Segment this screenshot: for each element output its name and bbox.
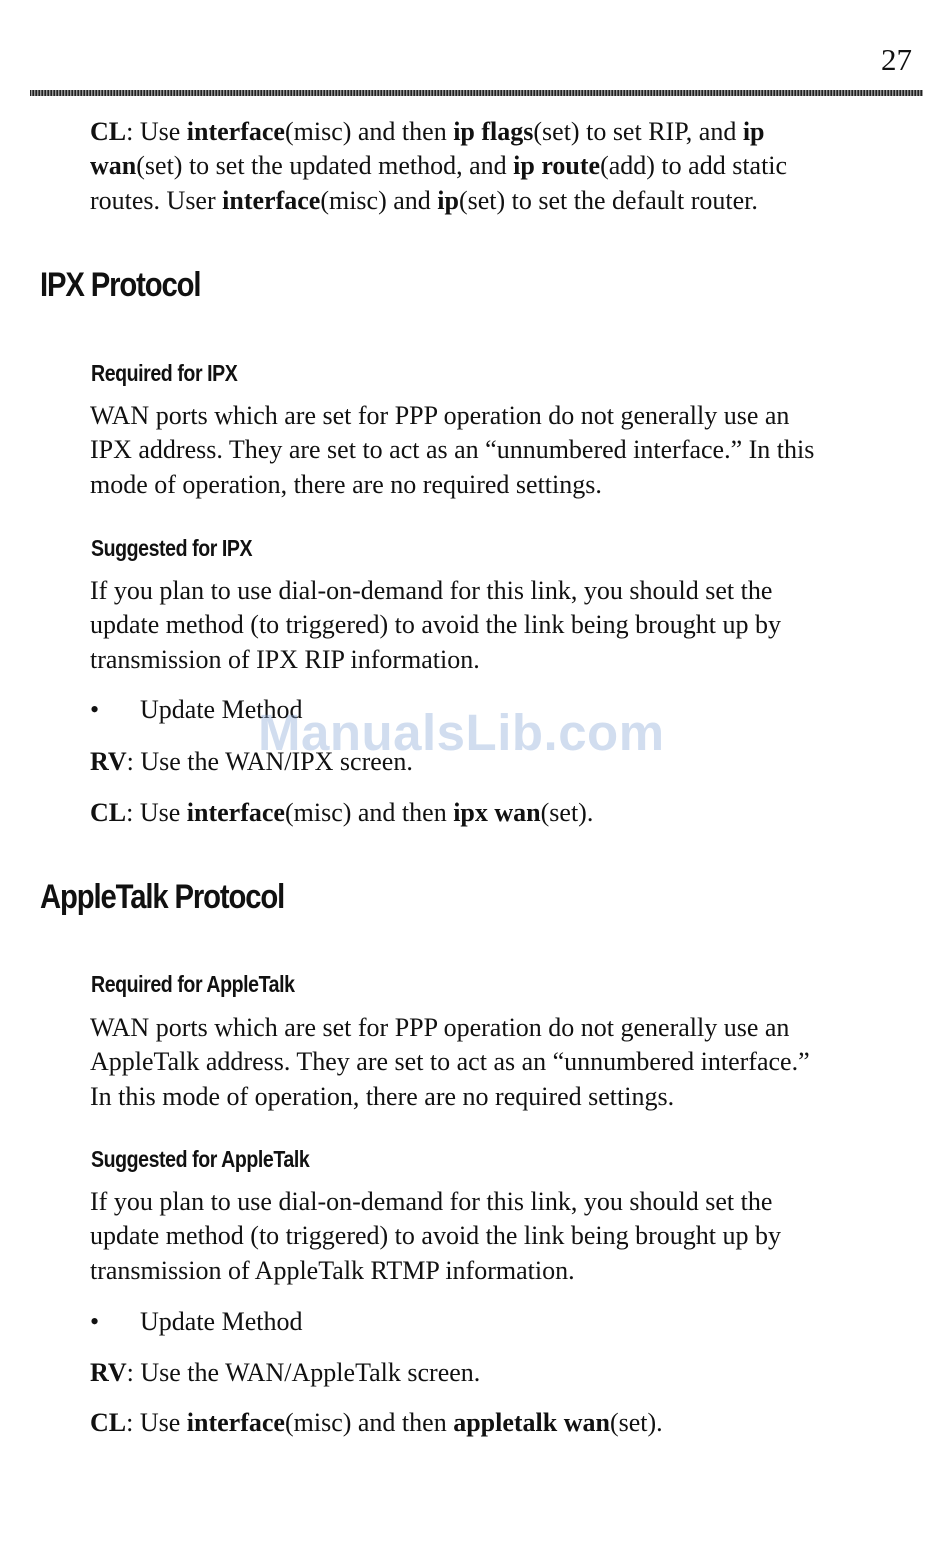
watermark: ManualsLib.com xyxy=(258,704,665,761)
appletalk-suggested-paragraph: If you plan to use dial-on-demand for this link, you should set the update method (to triggered) to avoid the link being brought up by transmission of AppleTalk RTMP information. xyxy=(90,1187,782,1285)
intro-cl-line-3: routes. User interface(misc) and ip(set) to set the default router. xyxy=(90,185,758,215)
intro-cl-paragraph xyxy=(90,115,902,218)
intro-cl-line-1: CL: Use interface(misc) and then ip flags(set) to set RIP, and ip xyxy=(90,117,765,146)
ipx-suggested-paragraph: If you plan to use dial-on-demand for this link, you should set the update method (to triggered) to avoid the link being brought up by transmission of IPX RIP information. xyxy=(90,576,782,674)
appletalk-section-heading: AppleTalk Protocol xyxy=(40,878,285,916)
appletalk-cl-line: CL: Use interface(misc) and then appletalk wan(set). xyxy=(90,1408,663,1437)
page-number: 27 xyxy=(881,42,912,77)
ipx-suggested-heading: Suggested for IPX xyxy=(91,535,253,561)
ipx-cl-line: CL: Use interface(misc) and then ipx wan(set). xyxy=(90,798,594,827)
ipx-required-heading: Required for IPX xyxy=(91,360,238,386)
appletalk-suggested-heading: Suggested for AppleTalk xyxy=(91,1146,310,1172)
cl-label: CL xyxy=(90,117,127,146)
ipx-required-paragraph: WAN ports which are set for PPP operation do not generally use an IPX address. They are set to act as an “unnumbered interface.” In this mode of operation, there are no required settings. xyxy=(90,401,815,499)
header-rule xyxy=(30,90,923,96)
bullet-dot: • xyxy=(90,695,100,724)
intro-cl-line-2: wan(set) to set the updated method, and ip route(add) to add static xyxy=(90,151,788,181)
appletalk-rv-line: RV: Use the WAN/AppleTalk screen. xyxy=(90,1358,481,1387)
appletalk-bullet-item: • Update Method xyxy=(90,1305,302,1339)
appletalk-required-heading: Required for AppleTalk xyxy=(91,971,295,997)
ipx-section-heading: IPX Protocol xyxy=(40,266,201,304)
bullet-dot: • xyxy=(90,1307,100,1336)
ipx-bullet-item: • Update Method xyxy=(90,693,302,727)
ipx-rv-line: RV: Use the WAN/IPX screen. xyxy=(90,747,413,776)
appletalk-required-paragraph: WAN ports which are set for PPP operation do not generally use an AppleTalk address. They are set to act as an “unnumbered interface.” In this mode of operation, there are no required settings. xyxy=(90,1013,810,1111)
